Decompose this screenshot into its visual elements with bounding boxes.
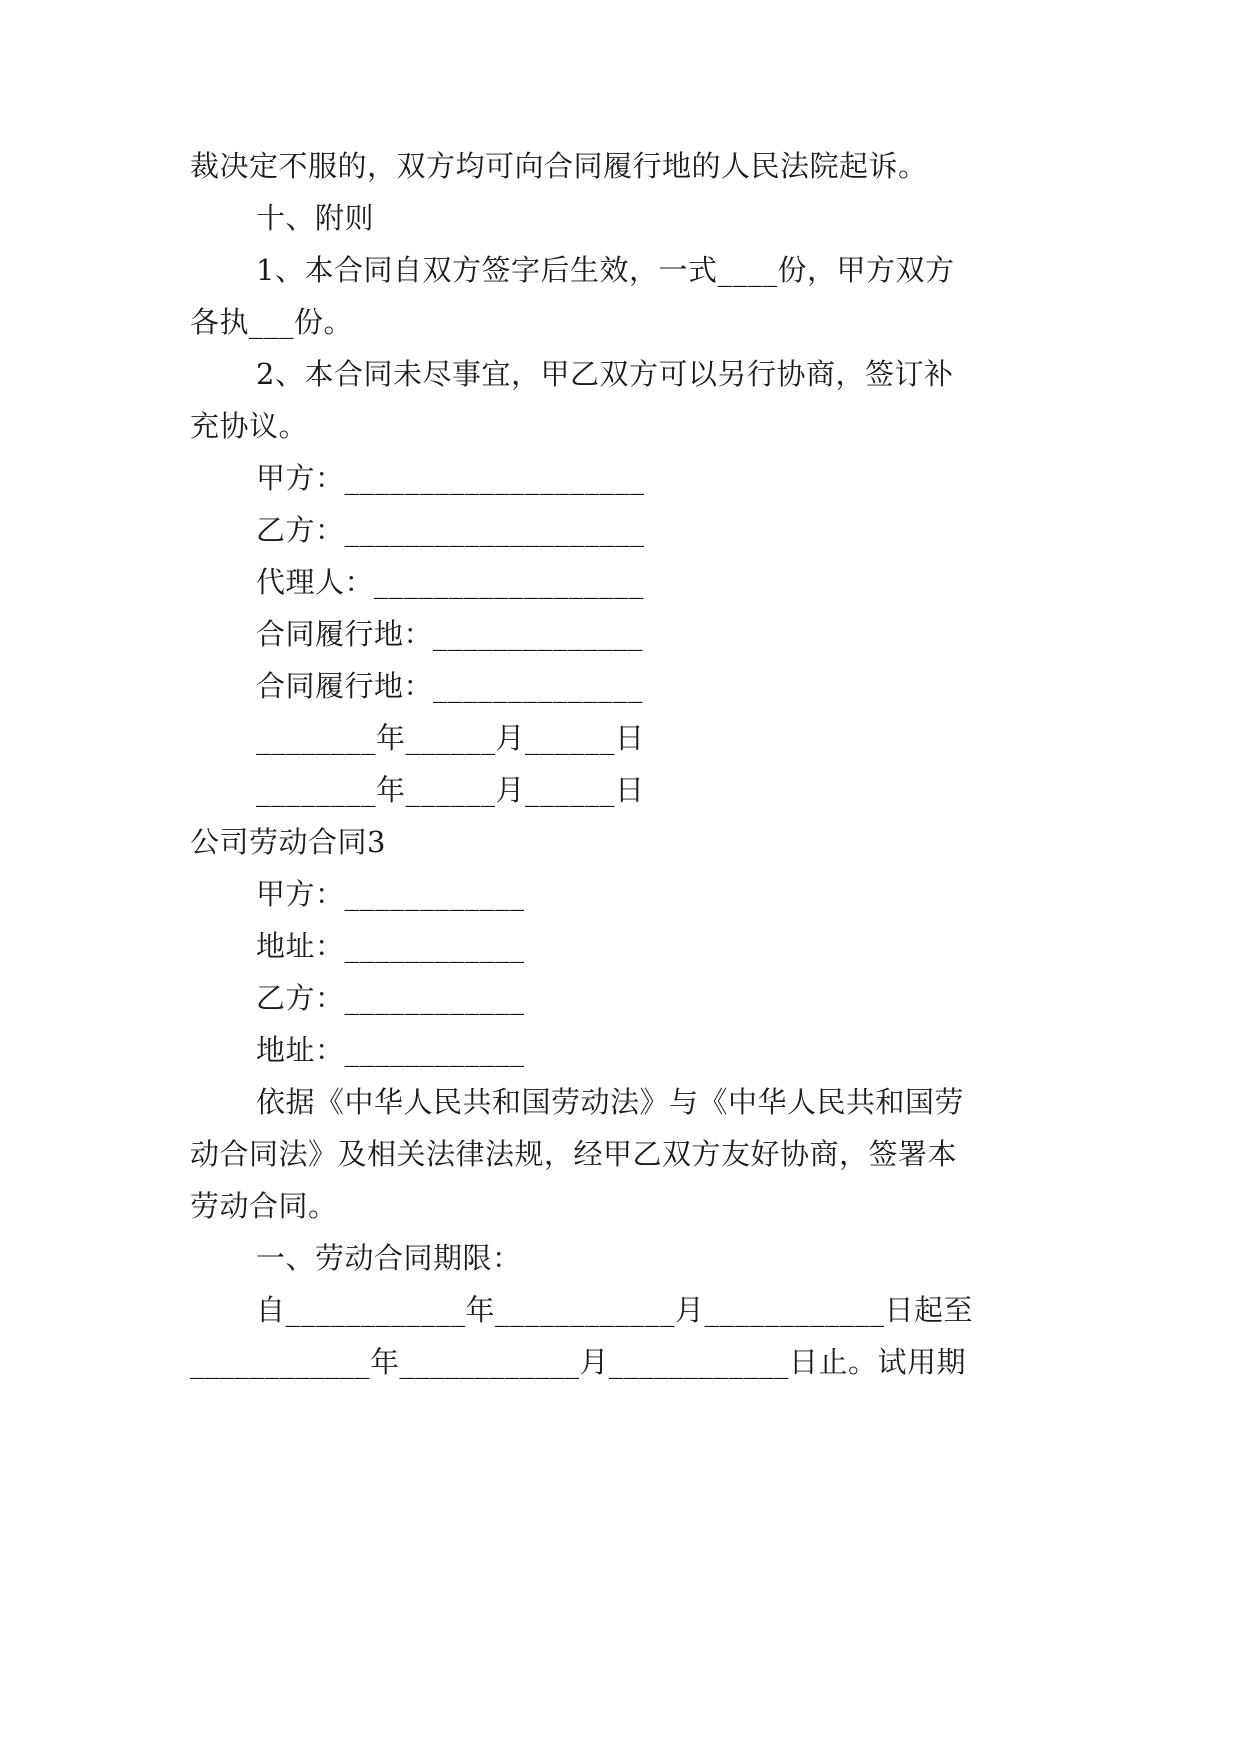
performance-location-field-2: 合同履行地：______________ (256, 669, 644, 703)
text-line-1: 裁决定不服的，双方均可向合同履行地的人民法院起诉。 (190, 149, 928, 183)
text-line-3: 1、本合同自双方签字后生效，一式____份，甲方双方 (256, 253, 955, 287)
performance-location-field-1: 合同履行地：______________ (256, 617, 644, 651)
party-a-field: 甲方：____________ (256, 877, 525, 911)
term-start-field: 自____________年____________月____________日起至 (256, 1293, 974, 1327)
party-a-address-field: 地址：____________ (256, 929, 525, 963)
section-heading-term: 一、劳动合同期限： (256, 1241, 522, 1275)
contract-title: 公司劳动合同3 (190, 825, 386, 859)
party-b-field: 乙方：____________ (256, 981, 525, 1015)
text-line-20: 动合同法》及相关法律法规，经甲乙双方友好协商，签署本 (190, 1137, 958, 1171)
section-heading-appendix: 十、附则 (256, 201, 375, 235)
term-end-field: ____________年____________月____________日止。试用期 (190, 1345, 967, 1379)
text-line-5: 2、本合同未尽事宜，甲乙双方可以另行协商，签订补 (256, 357, 954, 391)
text-line-4: 各执___份。 (190, 305, 354, 339)
date-field-1: ________年______月______日 (256, 721, 645, 755)
party-b-signature-field: 乙方：____________________ (256, 513, 645, 547)
agent-signature-field: 代理人：__________________ (256, 565, 645, 599)
text-line-6: 充协议。 (190, 409, 309, 443)
text-line-19: 依据《中华人民共和国劳动法》与《中华人民共和国劳 (256, 1085, 965, 1119)
date-field-2: ________年______月______日 (256, 773, 645, 807)
text-line-21: 劳动合同。 (190, 1189, 338, 1223)
party-a-signature-field: 甲方：____________________ (256, 461, 645, 495)
party-b-address-field: 地址：____________ (256, 1033, 525, 1067)
